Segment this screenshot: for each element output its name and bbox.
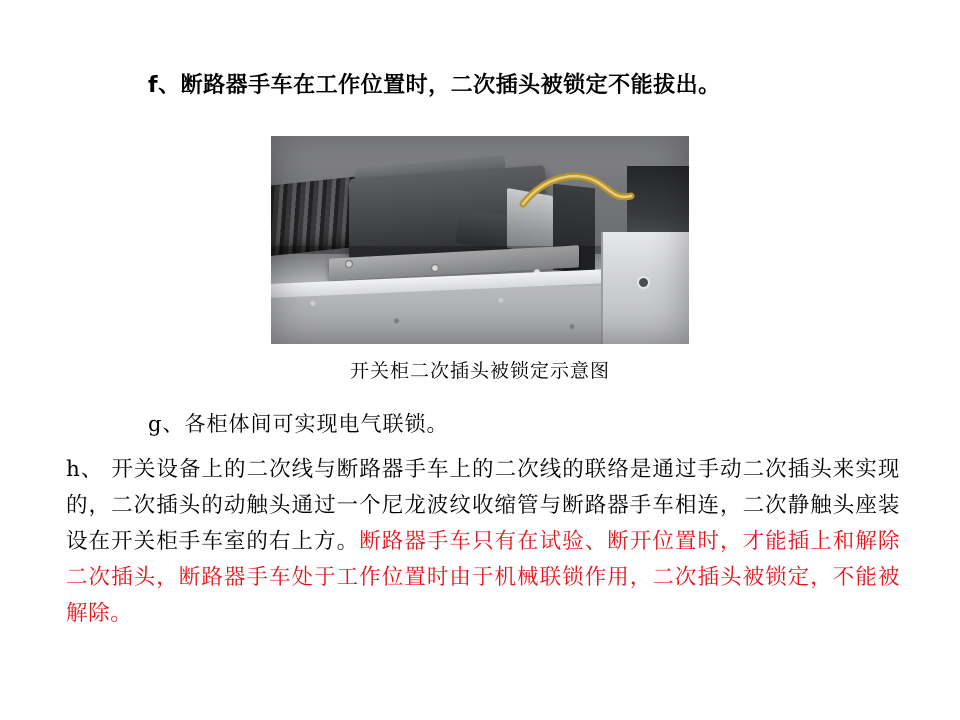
photo-panel-hole [639,278,648,287]
heading-item-f: f、断路器手车在工作位置时，二次插头被锁定不能拔出。 [148,73,721,98]
paragraph-item-h [66,452,900,632]
paragraph-item-g: g、各柜体间可实现电气联锁。 [148,412,449,436]
figure-caption: 开关柜二次插头被锁定示意图 [349,360,610,382]
photo-locking-hook-icon [519,170,639,216]
switchgear-secondary-plug-locked-photo [271,136,689,344]
paragraph-h-black-text: h、 开关设备上的二次线与断路器手车上的二次线的联络是通过手动二次插头来实现的，二次插头的动触头通过一个尼龙波纹收缩管与断路器手车相连，二次静触头座装设在开关柜手车室的右上方。 [66,457,900,554]
paragraph-h-red-warning-text: 断路器手车只有在试验、断开位置时，才能插上和解除二次插头，断路器手车处于工作位置时由于机械联锁作用，二次插头被锁定，不能被解除。 [66,529,900,626]
photo-right-panel [601,232,689,344]
